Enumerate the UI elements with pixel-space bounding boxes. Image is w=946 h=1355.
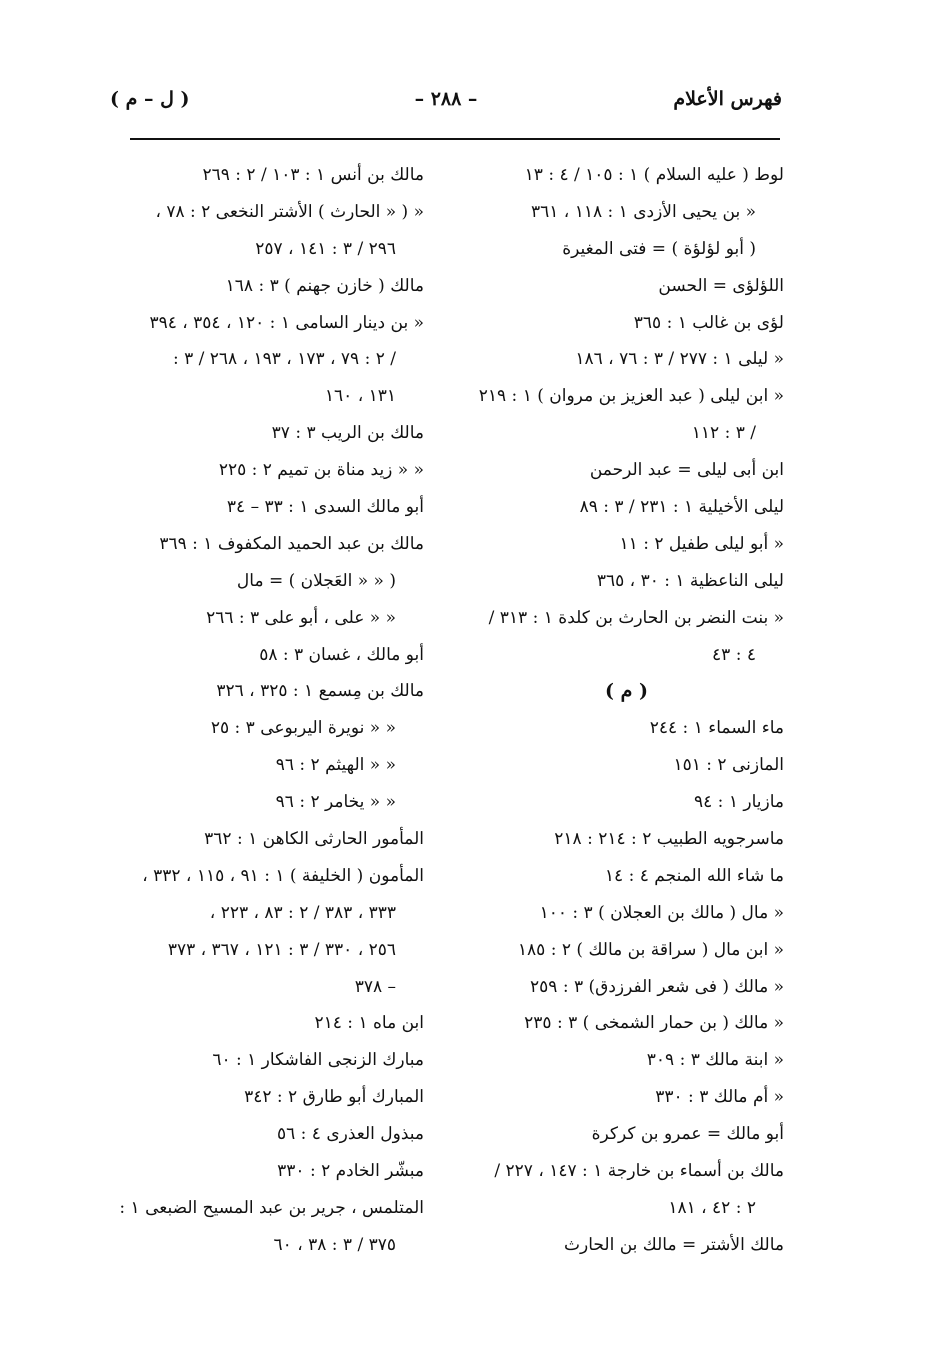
- index-entry-continuation: / ٢ : ٧٩ ، ١٧٣ ، ١٩٣ ، ٢٦٨ / ٣ :: [172, 349, 396, 370]
- index-entry: أبو مالك السدى ١ : ٣٣ – ٣٤: [226, 497, 424, 518]
- index-entry: مبارك الزنجى الفاشكار ١ : ٦٠: [212, 1050, 424, 1071]
- index-entry-continuation: ٣٣٣ ، ٣٨٣ / ٢ : ٨٣ ، ٢٢٣ ،: [209, 902, 396, 923]
- section-letter-heading: ( م ): [605, 680, 648, 703]
- index-entry: مازيار ١ : ٩٤: [694, 792, 784, 813]
- index-entry: « « زيد مناة بن تميم ٢ : ٢٢٥: [218, 460, 424, 481]
- index-entry: « بن يحيى الأزدى ١ : ١١٨ ، ٣٦١: [531, 201, 756, 222]
- index-entry: « مال ( مالك بن العجلان ) ٣ : ١٠٠: [539, 902, 784, 923]
- index-entry: ماسرجويه الطبيب ٢ : ٢١٤ : ٢١٨: [554, 829, 784, 850]
- index-entry-continuation: ١٣١ ، ١٦٠: [324, 386, 396, 407]
- index-entry: المازنى ٢ : ١٥١: [673, 755, 784, 776]
- index-entry: مالك بن أسماء بن خارجة ١ : ١٤٧ ، ٢٢٧ /: [494, 1161, 784, 1182]
- index-entry: اللؤلؤى = الحسن: [658, 275, 784, 296]
- page-header: [110, 88, 782, 120]
- index-entry: مالك ( خازن جهنم ) ٣ : ١٦٨: [225, 275, 424, 296]
- index-entry-continuation: – ٣٧٨: [354, 976, 396, 997]
- index-entry: « « نويرة اليربوعى ٣ : ٢٥: [210, 718, 396, 739]
- index-entry: « بن دينار السامى ١ : ١٢٠ ، ٣٥٤ ، ٣٩٤: [149, 312, 424, 333]
- index-entry: « ابن مال ( سراقة بن مالك ) ٢ : ١٨٥: [517, 939, 784, 960]
- index-entry: « « يخامر ٢ : ٩٦: [275, 792, 396, 813]
- index-entry: ليلى الأخيلية ١ : ٢٣١ / ٣ : ٨٩: [579, 497, 784, 518]
- index-entry: لؤى بن غالب ١ : ٣٦٥: [633, 312, 784, 333]
- index-entry: أبو مالك = عمرو بن كركرة: [591, 1124, 784, 1145]
- header-divider: [130, 138, 780, 140]
- index-entry: « أم مالك ٣ : ٣٣٠: [655, 1087, 784, 1108]
- index-entry: « ابنة مالك ٣ : ٣٠٩: [646, 1050, 784, 1071]
- index-entry: « ليلى ١ : ٢٧٧ / ٣ : ٧٦ ، ١٨٦: [575, 349, 784, 370]
- section-title: فهرس الأعلام: [673, 88, 782, 110]
- index-entry: ليلى الناعظية ١ : ٣٠ ، ٣٦٥: [596, 570, 784, 591]
- index-entry: مالك بن عبد الحميد المكفوف ١ : ٣٦٩: [159, 533, 424, 554]
- index-entry: مالك بن أنس ١ : ١٠٣ / ٢ : ٢٦٩: [202, 165, 424, 185]
- index-entry: المبارك أبو طارق ٢ : ٣٤٢: [244, 1087, 424, 1108]
- index-entry: المتلمس ، جرير بن عبد المسيح الضبعى ١ :: [119, 1197, 424, 1218]
- index-entry: ابن ماه ١ : ٢١٤: [314, 1013, 424, 1034]
- index-entry-continuation: ٣٧٥ / ٣ : ٣٨ ، ٦٠: [273, 1234, 396, 1255]
- index-entry: ما شاء الله المنجم ٤ : ١٤: [604, 865, 784, 886]
- index-entry: ماء السماء ١ : ٢٤٤: [649, 718, 784, 739]
- left-column: [109, 157, 424, 1264]
- index-entry-continuation: ٢٩٦ / ٣ : ١٤١ ، ٢٥٧: [255, 238, 396, 259]
- index-entry: « مالك ( فى شعر الفرزدق) ٣ : ٢٥٩: [530, 976, 784, 997]
- index-entry: لوط ( عليه السلام ) ١ : ١٠٥ / ٤ : ١٣: [524, 165, 784, 185]
- index-entry: ابن أبى ليلى = عبد الرحمن: [589, 460, 784, 481]
- index-entry-continuation: ٢ : ٤٢ ، ١٨١: [668, 1197, 756, 1218]
- index-entry: ( « « العَجلان ) = مال: [236, 570, 396, 591]
- index-entry: « « الهيثم ٢ : ٩٦: [275, 755, 396, 776]
- index-entry: « أبو ليلى طفيل ٢ : ١١: [619, 533, 784, 554]
- index-entry: « ( « الحارث ) الأشتر النخعى ٢ : ٧٨ ،: [155, 201, 424, 222]
- index-entry: مالك بن مِسمع ١ : ٣٢٥ ، ٣٢٦: [216, 681, 424, 702]
- index-entry: مبذول العذرى ٤ : ٥٦: [276, 1124, 424, 1145]
- page-number: – ٢٨٨ –: [414, 88, 478, 110]
- index-entry: مالك بن الريب ٣ : ٣٧: [271, 423, 424, 444]
- index-entry: المأمون ( الخليفة ) ١ : ٩١ ، ١١٥ ، ٣٣٢ ،: [142, 865, 424, 886]
- index-entry-continuation: ٤ : ٤٣: [712, 644, 756, 665]
- index-entry-continuation: ٢٥٦ ، ٣٣٠ / ٣ : ١٢١ ، ٣٦٧ ، ٣٧٣: [167, 939, 396, 960]
- index-entry: « مالك ( بن حمار الشمخى ) ٣ : ٢٣٥: [524, 1013, 784, 1034]
- right-column: [469, 157, 784, 1264]
- index-entry: مبشّر الخادم ٢ : ٣٣٠: [277, 1161, 424, 1182]
- index-entry: « « على ، أبو على ٣ : ٢٦٦: [206, 607, 396, 628]
- index-entry: « ابن ليلى ( عبد العزيز بن مروان ) ١ : ٢١٩: [478, 386, 784, 407]
- index-entry: « بنت النضر بن الحارث بن كلدة ١ : ٣١٣ /: [488, 607, 784, 628]
- index-entry: المأمور الحارثى الكاهن ١ : ٣٦٢: [204, 829, 424, 850]
- index-entry: ( أبو لؤلؤة ) = فتى المغيرة: [562, 238, 756, 259]
- index-entry: أبو مالك ، غسان ٣ : ٥٨: [259, 644, 424, 665]
- index-entry-continuation: / ٣ : ١١٢: [691, 423, 756, 444]
- index-entry: مالك الأشتر = مالك بن الحارث: [564, 1234, 784, 1255]
- letter-range: ( ل – م ): [110, 88, 190, 110]
